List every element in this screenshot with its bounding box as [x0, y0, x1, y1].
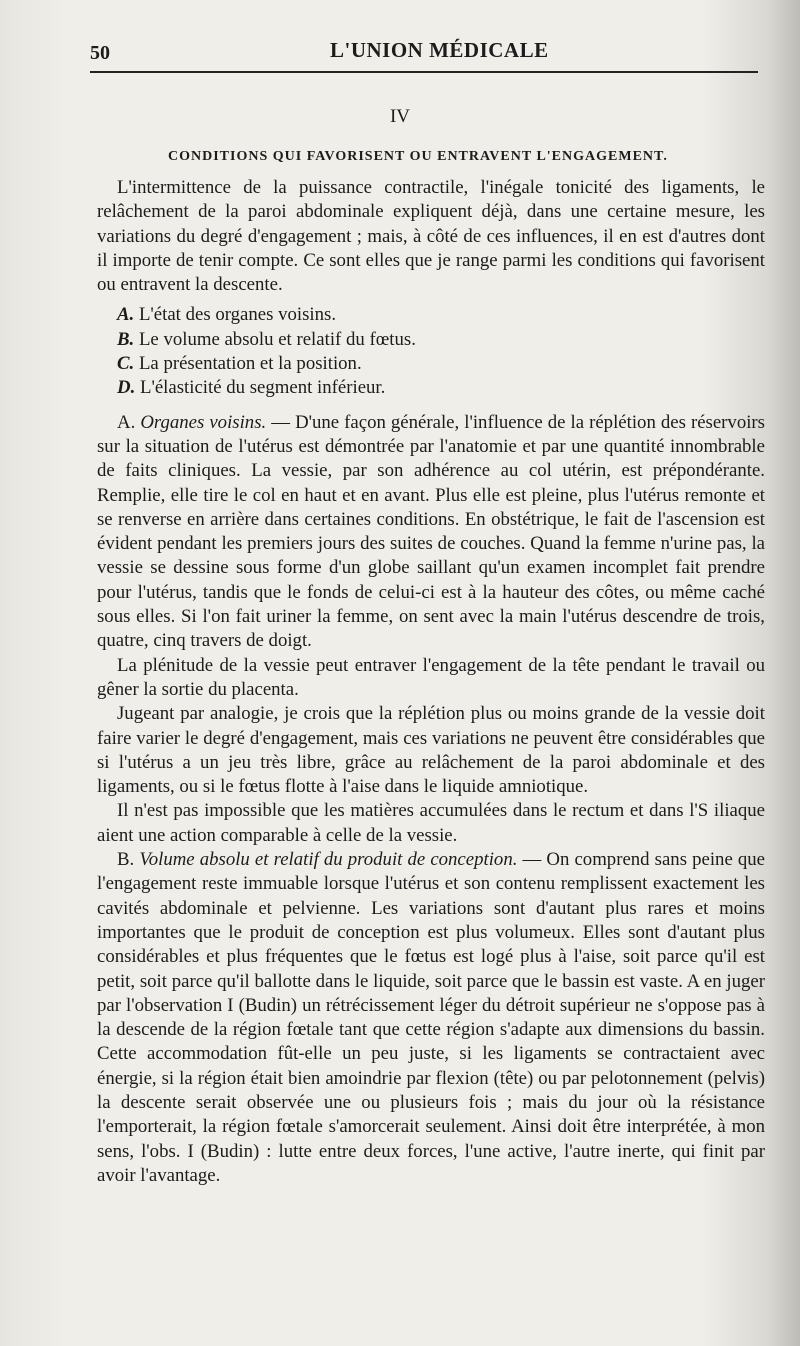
article-body [97, 176, 765, 1188]
list-item-text: L'état des organes voisins. [138, 304, 337, 326]
list-item-letter: A. [117, 304, 135, 326]
list-item [97, 328, 765, 352]
page-header [90, 38, 758, 68]
section-a-paragraph-1-text: — D'une façon générale, l'influence de la réplétion des réservoirs sur la situation de l'utérus est démontrée par l'anatomie et par une quantité innombrable de faits cliniques. La vessie, par son adhérence au col utérin, est prépondérante. Remplie, elle tire le col en haut et en avant. Plus elle est pleine, plus l'utérus remonte et se renverse en arrière dans certaines conditions. En obstétrique, le fait de l'ascension est évident pendant les premiers jours des suites de couches. Quand la femme n'urine pas, la vessie se dessine sous forme d'un globe saillant qu'un examen incomplet fait prendre pour l'utérus, tandis que le fonds de celui-ci est à la hauteur des côtes, ou même caché sous elles. Si l'on fait uriner la femme, on sent avec la main l'utérus descendre de trois, quatre, cinq travers de doigt. [97, 411, 765, 652]
section-a-paragraph-1 [97, 411, 765, 654]
section-b-paragraph-text: — On comprend sans peine que l'engagement reste immuable lorsque l'utérus et son contenu remplissent exactement les cavités abdominale et pelvienne. Les variations sont d'autant plus rares et moins importantes que le produit de conception est plus volumeux. Elles sont d'autant plus considérables et plus fréquentes que le fœtus est logé plus à l'aise, soit parce qu'il est petit, soit parce qu'il ballotte dans le liquide, soit parce que le bassin est vaste. A en juger par l'observation I (Budin) un rétrécissement léger du détroit supérieur ne s'oppose pas à la descende de la région fœtale tant que cette région s'adapte aux dimensions du bassin. Cette accommodation fût-elle un peu juste, si les ligaments se contractaient avec énergie, si la région était bien amoindrie par flexion (tête) ou par pelotonnement (pelvis) la descente serait observée une ou plusieurs fois ; mais du jour où la résistance l'emporterait, la région fœtale s'amorcerait seulement. Ainsi doit être interprétée, à mon sens, l'obs. I (Budin) : lutte entre deux forces, l'une active, l'autre inerte, qui finit par avoir l'avantage. [97, 849, 765, 1186]
running-title: L'UNION MÉDICALE [330, 38, 549, 62]
conditions-list [97, 303, 765, 400]
page-number: 50 [90, 42, 110, 64]
section-a-paragraph-2: La plénitude de la vessie peut entraver l'engagement de la tête pendant le travail ou gêner la sortie du placenta. [97, 654, 765, 700]
list-item-text: L'élasticité du segment inférieur. [139, 377, 386, 399]
list-item-letter: C. [117, 353, 135, 375]
section-number: IV [389, 106, 411, 127]
section-title: CONDITIONS QUI FAVORISENT OU ENTRAVENT L'ENGAGEMENT. [168, 149, 668, 164]
list-item-letter: B. [117, 328, 135, 350]
section-a-heading: Organes voisins. [140, 411, 267, 433]
list-item-text: La présentation et la position. [138, 353, 362, 375]
list-item-text: Le volume absolu et relatif du fœtus. [138, 328, 416, 350]
section-a-label: A. [117, 411, 136, 433]
section-a-paragraph-4: Il n'est pas impossible que les matières accumulées dans le rectum et dans l'S iliaque aient une action comparable à celle de la vessie. [97, 800, 765, 846]
intro-paragraph: L'intermittence de la puissance contractile, l'inégale tonicité des ligaments, le relâchement de la paroi abdominale expliquent déjà, dans une certaine mesure, les variations du degré d'engagement ; mais, à côté de ces influences, il en est d'autres dont il importe de tenir compte. Ce sont elles que je range parmi les conditions qui favorisent ou entravent la descente. [97, 177, 765, 296]
list-item-letter: D. [117, 377, 136, 399]
section-a-paragraph-3: Jugeant par analogie, je crois que la réplétion plus ou moins grande de la vessie doit faire varier le degré d'engagement, mais ces variations ne peuvent être considérables que si l'utérus a un jeu très libre, grâce au relâchement de la paroi abdominale et des ligaments, ou si le fœtus flotte à l'aise dans le liquide amniotique. [97, 703, 765, 798]
list-item [97, 376, 765, 400]
section-b-paragraph [97, 848, 765, 1188]
section-b-label: B. [117, 849, 135, 871]
list-item [97, 352, 765, 376]
header-rule [90, 71, 758, 73]
section-b-heading: Volume absolu et relatif du produit de conception. [139, 849, 518, 871]
list-item [97, 303, 765, 327]
